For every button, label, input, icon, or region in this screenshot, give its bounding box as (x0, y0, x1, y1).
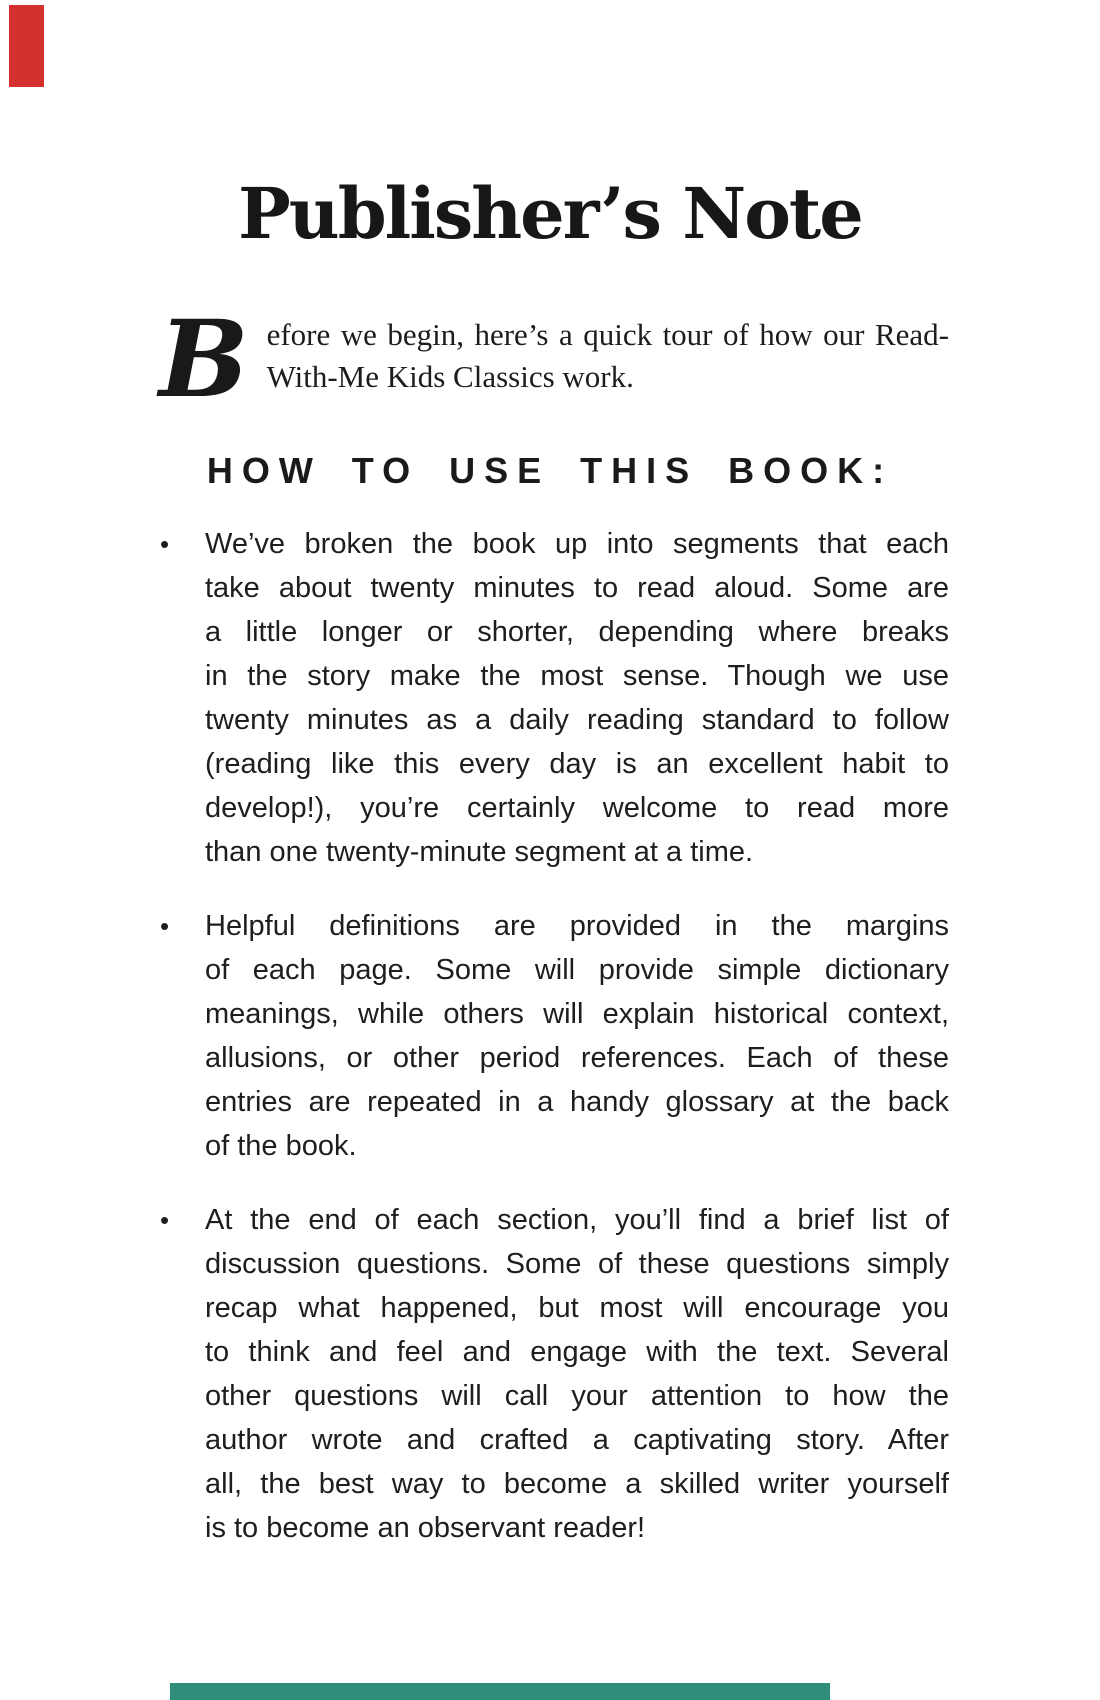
intro-line: efore we begin, here’s a quick tour of how our Read- (266, 317, 949, 352)
scan-edge-mark-top-left (9, 5, 44, 87)
list-item (160, 1198, 949, 1550)
bullet-icon: • (160, 529, 170, 559)
intro-text (267, 314, 949, 398)
bullet-text (205, 1198, 949, 1550)
bullet-text-line: At the end of each section, you’ll find a brief list of (205, 1204, 949, 1236)
bullet-text-line: twenty minutes as a daily reading standard to follow (205, 704, 949, 736)
bullet-text-line: Helpful definitions are provided in the margins (205, 910, 949, 942)
bullet-text-line: recap what happened, but most will encourage you (205, 1292, 949, 1324)
section-heading: HOW TO USE THIS BOOK: (206, 450, 894, 491)
bullet-text-line: other questions will call your attention to how the (205, 1380, 949, 1412)
bullet-text-line: (reading like this every day is an excellent habit to (205, 748, 949, 780)
bullet-text-line: in the story make the most sense. Though we use (205, 660, 949, 692)
page-title: Publisher’s Note (238, 172, 862, 255)
bullet-icon: • (160, 1205, 170, 1235)
bullet-text-line: all, the best way to become a skilled writer yourself (205, 1468, 949, 1500)
bullet-text-line: entries are repeated in a handy glossary at the back (205, 1086, 949, 1118)
drop-cap: B (159, 296, 249, 421)
list-item (160, 904, 949, 1168)
bullet-text-line: We’ve broken the book up into segments that each (205, 528, 949, 560)
bullet-text-line: take about twenty minutes to read aloud. Some are (205, 572, 949, 604)
intro-paragraph (159, 296, 949, 421)
scan-edge-mark-bottom (170, 1683, 830, 1700)
bullet-text-line: author wrote and crafted a captivating story. After (205, 1424, 949, 1456)
bullet-text-line: of each page. Some will provide simple dictionary (205, 954, 949, 986)
intro-line: With-Me Kids Classics work. (266, 359, 634, 394)
bullet-icon: • (160, 911, 170, 941)
bullet-text (205, 522, 949, 874)
bullet-list (160, 522, 949, 1580)
bullet-text-line: to think and feel and engage with the text. Several (205, 1336, 949, 1368)
bullet-text-line: allusions, or other period references. Each of these (205, 1042, 949, 1074)
bullet-text-line: discussion questions. Some of these questions simply (205, 1248, 949, 1280)
bullet-text (205, 904, 949, 1168)
list-item (160, 522, 949, 874)
bullet-text-line: than one twenty-minute segment at a time. (205, 836, 754, 868)
bullet-text-line: develop!), you’re certainly welcome to read more (205, 792, 949, 824)
bullet-text-line: is to become an observant reader! (205, 1512, 646, 1544)
bullet-text-line: meanings, while others will explain historical context, (205, 998, 949, 1030)
bullet-text-line: of the book. (205, 1130, 357, 1162)
bullet-text-line: a little longer or shorter, depending where breaks (205, 616, 949, 648)
